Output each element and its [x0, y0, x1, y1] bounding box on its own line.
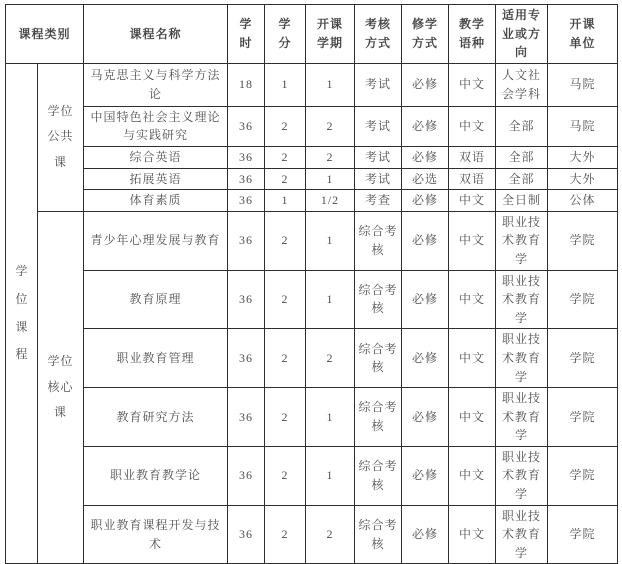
major-cell: 职业技术教育学 [496, 388, 548, 447]
category-label-text: 学位课程 [15, 264, 28, 362]
course-row [6, 329, 618, 388]
credits-cell: 2 [265, 270, 306, 329]
major-cell: 全日制 [496, 190, 548, 212]
major-cell: 全部 [496, 106, 548, 146]
credits-cell: 2 [265, 146, 306, 168]
hours-cell: 36 [228, 146, 265, 168]
unit-cell: 马院 [548, 106, 618, 146]
course-row [6, 388, 618, 447]
hours-cell: 36 [228, 211, 265, 270]
unit-cell: 学院 [548, 446, 618, 505]
study-mode-cell: 必修 [402, 211, 449, 270]
unit-cell: 学院 [548, 505, 618, 564]
category-label-degree-courses [6, 63, 38, 564]
study-mode-cell: 必修 [402, 270, 449, 329]
credits-cell: 2 [265, 168, 306, 190]
unit-cell: 马院 [548, 63, 618, 106]
language-cell: 双语 [449, 168, 496, 190]
group-label-text: 学位公共课 [47, 103, 74, 170]
assessment-cell: 综合考核 [355, 505, 402, 564]
semester-cell: 1 [306, 446, 355, 505]
course-row [6, 446, 618, 505]
credits-cell: 2 [265, 388, 306, 447]
header-language: 教学语种 [449, 5, 496, 64]
course-row [6, 211, 618, 270]
header-unit: 开课单位 [548, 5, 618, 64]
course-row [6, 63, 618, 106]
hours-cell: 36 [228, 329, 265, 388]
credits-cell: 2 [265, 446, 306, 505]
study-mode-cell: 必修 [402, 190, 449, 212]
hours-cell: 18 [228, 63, 265, 106]
course-row [6, 106, 618, 146]
assessment-cell: 考试 [355, 106, 402, 146]
course-row [6, 505, 618, 564]
hours-cell: 36 [228, 388, 265, 447]
study-mode-cell: 必修 [402, 446, 449, 505]
course-row [6, 190, 618, 212]
unit-cell: 学院 [548, 388, 618, 447]
study-mode-cell: 必修 [402, 146, 449, 168]
study-mode-cell: 必修 [402, 63, 449, 106]
major-cell: 全部 [496, 146, 548, 168]
language-cell: 双语 [449, 146, 496, 168]
language-cell: 中文 [449, 329, 496, 388]
credits-cell: 1 [265, 190, 306, 212]
credits-cell: 2 [265, 106, 306, 146]
course-name-cell: 职业教育管理 [84, 329, 228, 388]
course-name-cell: 教育原理 [84, 270, 228, 329]
assessment-cell: 考试 [355, 63, 402, 106]
header-course-name: 课程名称 [84, 5, 228, 64]
study-mode-cell: 必选 [402, 168, 449, 190]
major-cell: 职业技术教育学 [496, 505, 548, 564]
language-cell: 中文 [449, 211, 496, 270]
major-cell: 人文社会学科 [496, 63, 548, 106]
course-name-cell: 马克思主义与科学方法论 [84, 63, 228, 106]
semester-cell: 2 [306, 329, 355, 388]
header-major: 适用专业或方向 [496, 5, 548, 64]
semester-cell: 1 [306, 211, 355, 270]
semester-cell: 1 [306, 63, 355, 106]
unit-cell: 大外 [548, 168, 618, 190]
unit-cell: 学院 [548, 329, 618, 388]
unit-cell: 公体 [548, 190, 618, 212]
semester-cell: 2 [306, 146, 355, 168]
group-label-text: 学位核心课 [47, 353, 74, 420]
major-cell: 全部 [496, 168, 548, 190]
semester-cell: 2 [306, 106, 355, 146]
hours-cell: 36 [228, 190, 265, 212]
study-mode-cell: 必修 [402, 388, 449, 447]
hours-cell: 36 [228, 106, 265, 146]
language-cell: 中文 [449, 388, 496, 447]
header-study-mode: 修学方式 [402, 5, 449, 64]
group-label [38, 211, 84, 564]
semester-cell: 1 [306, 168, 355, 190]
language-cell: 中文 [449, 190, 496, 212]
major-cell: 职业技术教育学 [496, 211, 548, 270]
credits-cell: 2 [265, 211, 306, 270]
assessment-cell: 综合考核 [355, 211, 402, 270]
group-label [38, 63, 84, 211]
course-name-cell: 体育素质 [84, 190, 228, 212]
semester-cell: 1 [306, 388, 355, 447]
major-cell: 职业技术教育学 [496, 329, 548, 388]
credits-cell: 1 [265, 63, 306, 106]
credits-cell: 2 [265, 329, 306, 388]
hours-cell: 36 [228, 168, 265, 190]
course-name-cell: 青少年心理发展与教育 [84, 211, 228, 270]
course-name-cell: 综合英语 [84, 146, 228, 168]
semester-cell: 2 [306, 505, 355, 564]
semester-cell: 1 [306, 270, 355, 329]
unit-cell: 学院 [548, 211, 618, 270]
language-cell: 中文 [449, 106, 496, 146]
study-mode-cell: 必修 [402, 329, 449, 388]
course-row [6, 270, 618, 329]
header-semester: 开课学期 [306, 5, 355, 64]
assessment-cell: 综合考核 [355, 270, 402, 329]
assessment-cell: 综合考核 [355, 446, 402, 505]
course-row [6, 168, 618, 190]
course-name-cell: 教育研究方法 [84, 388, 228, 447]
major-cell: 职业技术教育学 [496, 446, 548, 505]
assessment-cell: 综合考核 [355, 388, 402, 447]
hours-cell: 36 [228, 505, 265, 564]
major-cell: 职业技术教育学 [496, 270, 548, 329]
assessment-cell: 考试 [355, 168, 402, 190]
language-cell: 中文 [449, 270, 496, 329]
course-name-cell: 职业教育课程开发与技术 [84, 505, 228, 564]
semester-cell: 1/2 [306, 190, 355, 212]
header-hours: 学时 [228, 5, 265, 64]
unit-cell: 学院 [548, 270, 618, 329]
header-row [6, 5, 618, 64]
language-cell: 中文 [449, 446, 496, 505]
course-plan-table [5, 4, 618, 564]
assessment-cell: 综合考核 [355, 329, 402, 388]
hours-cell: 36 [228, 270, 265, 329]
hours-cell: 36 [228, 446, 265, 505]
course-name-cell: 职业教育教学论 [84, 446, 228, 505]
language-cell: 中文 [449, 505, 496, 564]
header-credits: 学分 [265, 5, 306, 64]
unit-cell: 大外 [548, 146, 618, 168]
header-assessment: 考核方式 [355, 5, 402, 64]
course-row [6, 146, 618, 168]
study-mode-cell: 必修 [402, 106, 449, 146]
assessment-cell: 考试 [355, 146, 402, 168]
header-category: 课程类别 [6, 5, 84, 64]
course-name-cell: 拓展英语 [84, 168, 228, 190]
assessment-cell: 考查 [355, 190, 402, 212]
study-mode-cell: 必修 [402, 505, 449, 564]
credits-cell: 2 [265, 505, 306, 564]
language-cell: 中文 [449, 63, 496, 106]
course-name-cell: 中国特色社会主义理论与实践研究 [84, 106, 228, 146]
